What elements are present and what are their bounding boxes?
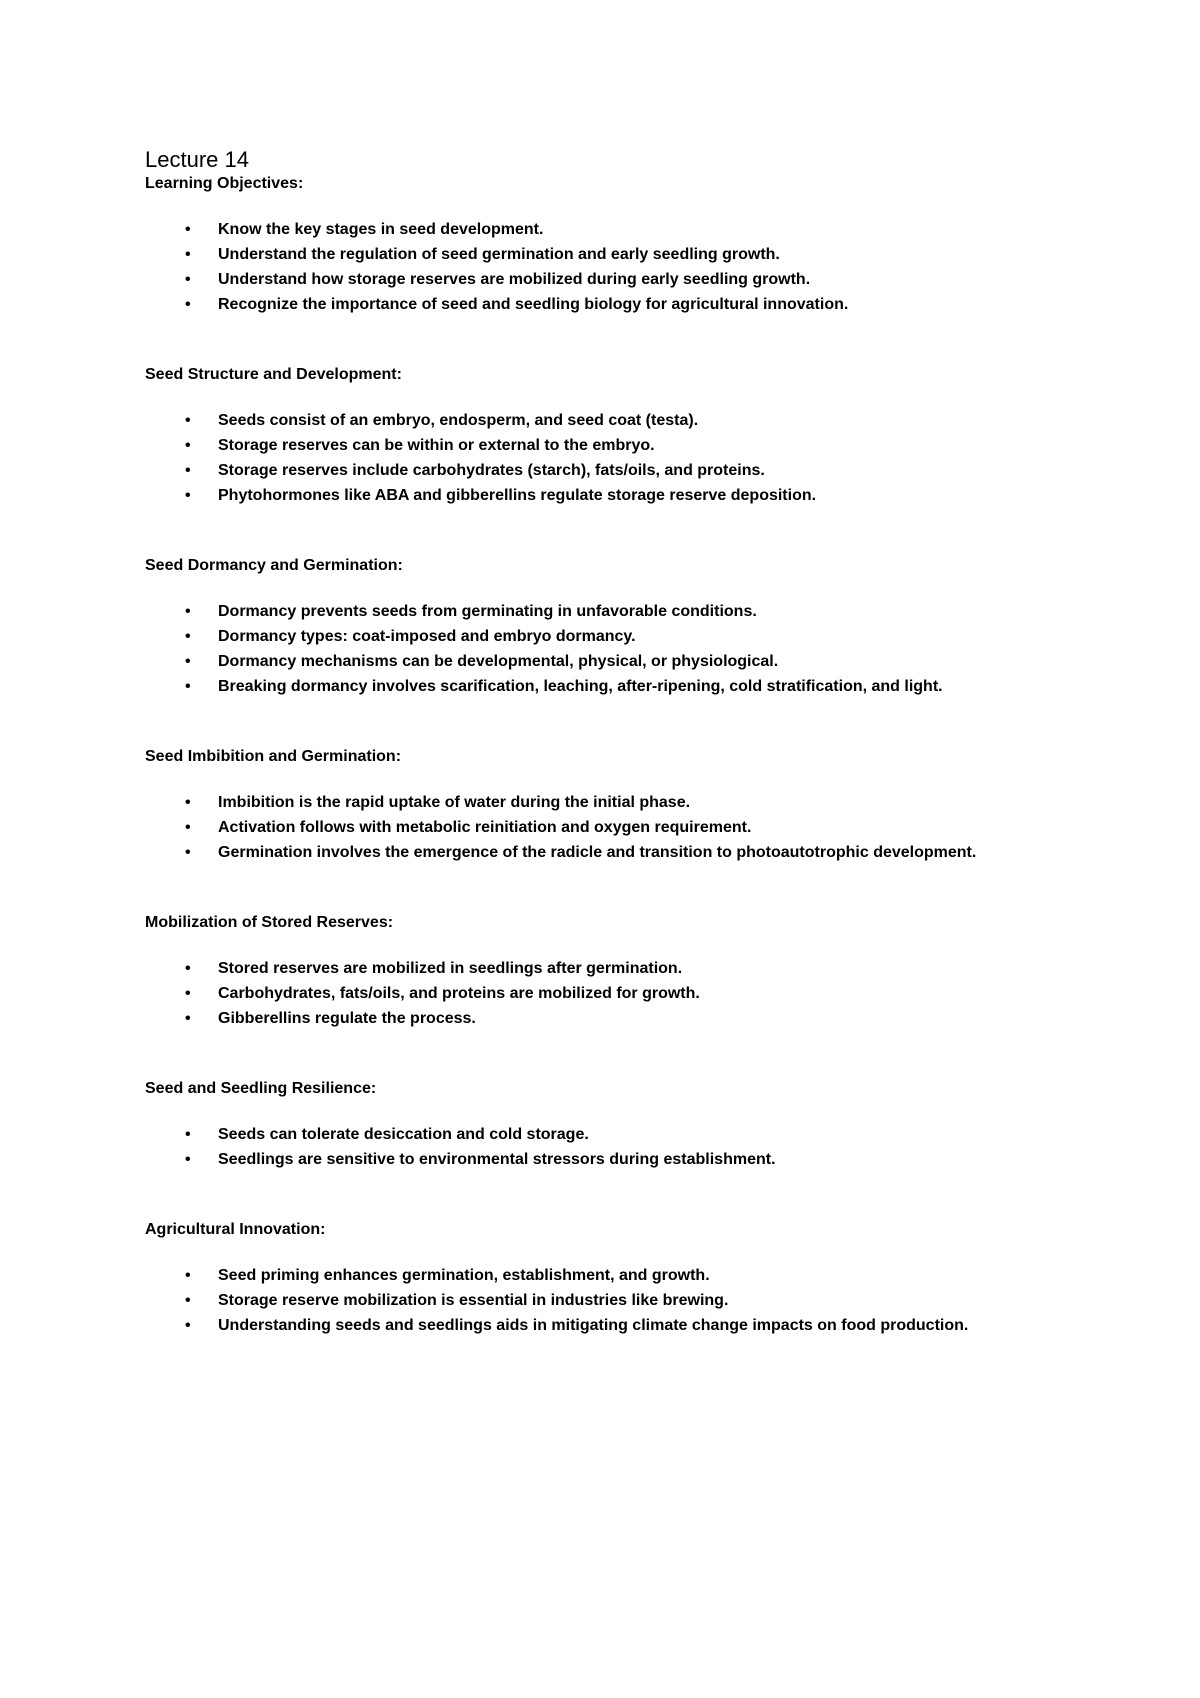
section-heading: Seed Imbibition and Germination: xyxy=(145,748,402,765)
list-item-text: Recognize the importance of seed and seedling biology for agricultural innovation. xyxy=(218,296,849,313)
learning-objectives-heading: Learning Objectives: xyxy=(145,175,304,192)
bullet-icon: • xyxy=(185,487,191,504)
list-item xyxy=(145,624,1105,649)
list-item-text: Understand how storage reserves are mobilized during early seedling growth. xyxy=(218,271,811,288)
list-item-text: Dormancy prevents seeds from germinating in unfavorable conditions. xyxy=(218,603,757,620)
list-item xyxy=(145,217,1105,242)
section-heading: Seed and Seedling Resilience: xyxy=(145,1080,377,1097)
list-item-text: Carbohydrates, fats/oils, and proteins are mobilized for growth. xyxy=(218,985,700,1002)
section xyxy=(145,746,1105,865)
list-item xyxy=(145,458,1105,483)
section xyxy=(145,555,1105,699)
list-item-text: Dormancy mechanisms can be developmental, physical, or physiological. xyxy=(218,653,779,670)
list-item xyxy=(145,790,1105,815)
bullet-icon: • xyxy=(185,462,191,479)
list-item-text: Storage reserves include carbohydrates (starch), fats/oils, and proteins. xyxy=(218,462,765,479)
bullet-icon: • xyxy=(185,1292,191,1309)
section xyxy=(145,1078,1105,1172)
list-item-text: Seeds consist of an embryo, endosperm, and seed coat (testa). xyxy=(218,412,699,429)
section-heading: Mobilization of Stored Reserves: xyxy=(145,914,394,931)
list-item xyxy=(145,433,1105,458)
bullet-icon: • xyxy=(185,246,191,263)
list-item xyxy=(145,1313,1105,1338)
bullet-icon: • xyxy=(185,1317,191,1334)
bullet-icon: • xyxy=(185,221,191,238)
bullet-icon: • xyxy=(185,1010,191,1027)
lecture-title: Lecture 14 xyxy=(145,147,249,172)
list-item-text: Storage reserve mobilization is essential in industries like brewing. xyxy=(218,1292,729,1309)
list-item xyxy=(145,408,1105,433)
section-bullet-list xyxy=(145,1263,1105,1338)
bullet-icon: • xyxy=(185,960,191,977)
list-item-text: Understand the regulation of seed germination and early seedling growth. xyxy=(218,246,780,263)
list-item xyxy=(145,674,1105,699)
bullet-icon: • xyxy=(185,794,191,811)
list-item xyxy=(145,1006,1105,1031)
section xyxy=(145,1219,1105,1338)
list-item-text: Seed priming enhances germination, establishment, and growth. xyxy=(218,1267,710,1284)
list-item-text: Gibberellins regulate the process. xyxy=(218,1010,476,1027)
document-page xyxy=(145,147,1105,1338)
list-item-text: Storage reserves can be within or external to the embryo. xyxy=(218,437,655,454)
list-item xyxy=(145,242,1105,267)
bullet-icon: • xyxy=(185,985,191,1002)
list-item xyxy=(145,267,1105,292)
bullet-icon: • xyxy=(185,412,191,429)
section-heading: Agricultural Innovation: xyxy=(145,1221,326,1238)
list-item xyxy=(145,1122,1105,1147)
bullet-icon: • xyxy=(185,819,191,836)
section xyxy=(145,364,1105,508)
bullet-icon: • xyxy=(185,1151,191,1168)
bullet-icon: • xyxy=(185,678,191,695)
sections-container xyxy=(145,364,1105,1338)
list-item-text: Germination involves the emergence of the radicle and transition to photoautotrophic development. xyxy=(218,844,977,861)
list-item xyxy=(145,292,1105,317)
list-item-text: Stored reserves are mobilized in seedlings after germination. xyxy=(218,960,683,977)
list-item xyxy=(145,981,1105,1006)
bullet-icon: • xyxy=(185,1126,191,1143)
list-item xyxy=(145,1263,1105,1288)
section-bullet-list xyxy=(145,790,1105,865)
list-item-text: Understanding seeds and seedlings aids in mitigating climate change impacts on food production. xyxy=(218,1317,969,1334)
list-item-text: Activation follows with metabolic reinitiation and oxygen requirement. xyxy=(218,819,752,836)
section-heading: Seed Dormancy and Germination: xyxy=(145,557,403,574)
list-item xyxy=(145,483,1105,508)
bullet-icon: • xyxy=(185,437,191,454)
bullet-icon: • xyxy=(185,296,191,313)
section-bullet-list xyxy=(145,1122,1105,1172)
section-heading: Seed Structure and Development: xyxy=(145,366,402,383)
list-item-text: Know the key stages in seed development. xyxy=(218,221,544,238)
list-item xyxy=(145,840,1105,865)
list-item-text: Breaking dormancy involves scarification, leaching, after-ripening, cold stratification, and light. xyxy=(218,678,943,695)
bullet-icon: • xyxy=(185,271,191,288)
bullet-icon: • xyxy=(185,1267,191,1284)
bullet-icon: • xyxy=(185,653,191,670)
section-bullet-list xyxy=(145,956,1105,1031)
list-item-text: Phytohormones like ABA and gibberellins regulate storage reserve deposition. xyxy=(218,487,817,504)
learning-objectives-list xyxy=(145,217,1105,317)
list-item xyxy=(145,649,1105,674)
section xyxy=(145,912,1105,1031)
list-item xyxy=(145,956,1105,981)
list-item-text: Imbibition is the rapid uptake of water during the initial phase. xyxy=(218,794,691,811)
bullet-icon: • xyxy=(185,844,191,861)
section-bullet-list xyxy=(145,408,1105,508)
list-item-text: Seeds can tolerate desiccation and cold storage. xyxy=(218,1126,589,1143)
list-item xyxy=(145,815,1105,840)
list-item-text: Seedlings are sensitive to environmental stressors during establishment. xyxy=(218,1151,776,1168)
list-item-text: Dormancy types: coat-imposed and embryo dormancy. xyxy=(218,628,636,645)
list-item xyxy=(145,1147,1105,1172)
list-item xyxy=(145,1288,1105,1313)
bullet-icon: • xyxy=(185,603,191,620)
section-bullet-list xyxy=(145,599,1105,699)
bullet-icon: • xyxy=(185,628,191,645)
list-item xyxy=(145,599,1105,624)
